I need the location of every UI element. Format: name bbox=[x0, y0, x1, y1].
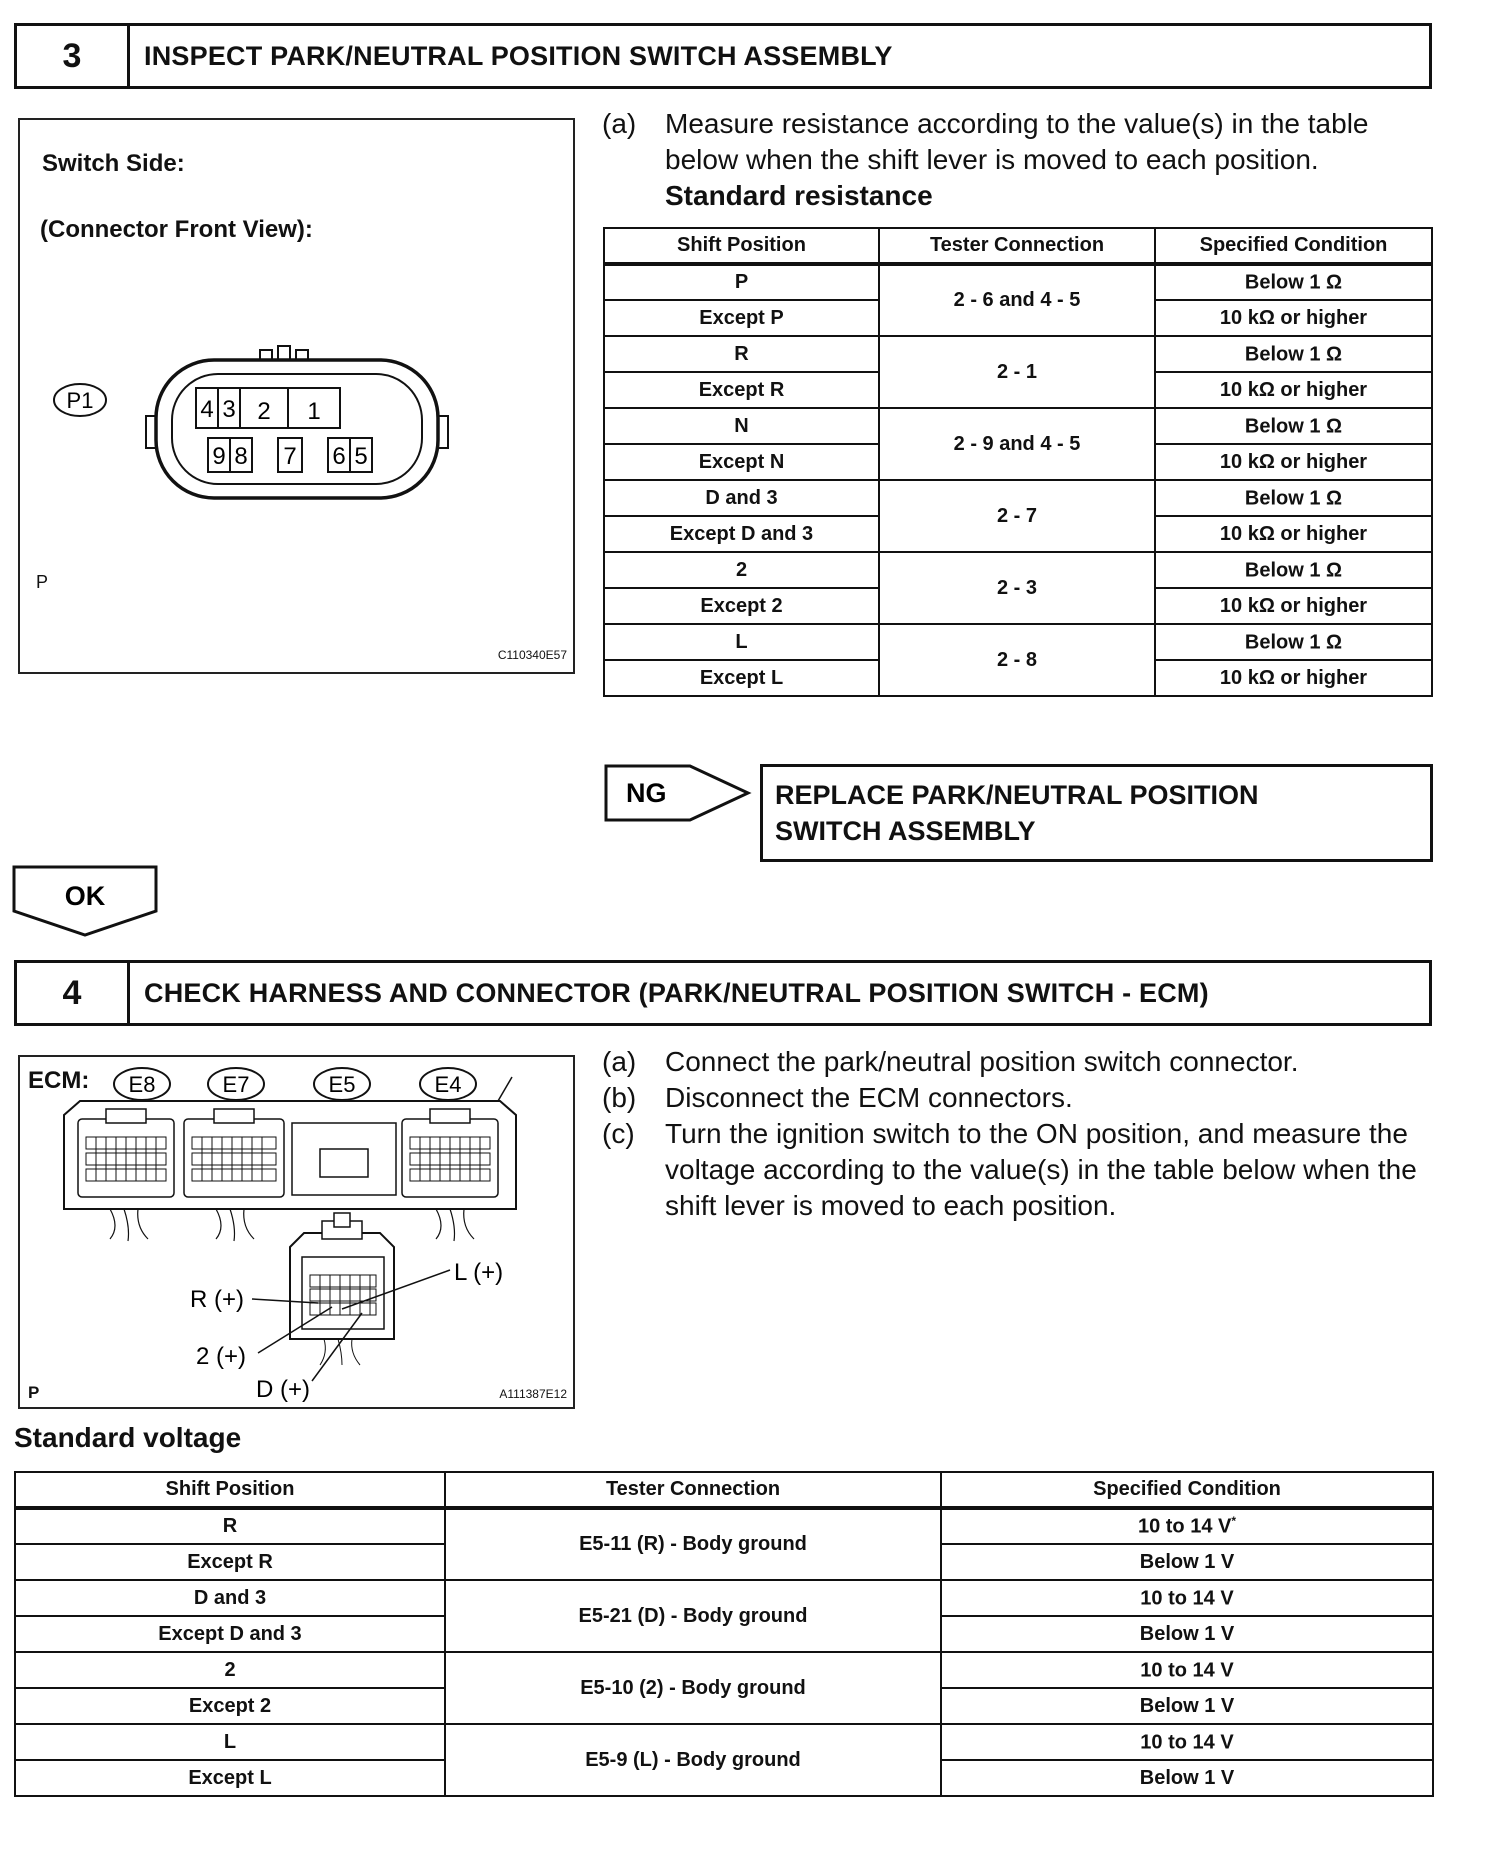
tester-connection-cell: E5-10 (2) - Body ground bbox=[445, 1652, 941, 1724]
voltage-table bbox=[14, 1471, 1434, 1797]
ok-label: OK bbox=[64, 881, 106, 911]
specified-condition-cell bbox=[1155, 264, 1432, 300]
step-3-instructions bbox=[602, 106, 1432, 214]
pin-label: 2 bbox=[257, 398, 271, 425]
table-header: Specified Condition bbox=[1155, 228, 1432, 264]
specified-condition-cell bbox=[1155, 336, 1432, 372]
pin-label: 9 bbox=[212, 443, 226, 470]
ecm-connector-id: E8 bbox=[128, 1072, 156, 1097]
specified-condition-cell bbox=[941, 1724, 1433, 1760]
specified-condition-cell: 10 kΩ or higher bbox=[1155, 300, 1432, 336]
connector-view-label: (Connector Front View): bbox=[40, 216, 313, 243]
table-row bbox=[604, 408, 1432, 444]
table-header: Specified Condition bbox=[941, 1472, 1433, 1508]
pin-callout: 2 (+) bbox=[196, 1343, 247, 1370]
ok-arrow bbox=[12, 865, 160, 937]
table-row bbox=[604, 264, 1432, 300]
table-row bbox=[15, 1724, 1433, 1760]
ng-action-box bbox=[760, 764, 1433, 862]
table-header: Tester Connection bbox=[879, 228, 1155, 264]
pin-label: 7 bbox=[283, 443, 297, 470]
specified-condition-cell: 10 kΩ or higher bbox=[1155, 444, 1432, 480]
instruction-label: (a) bbox=[602, 1046, 637, 1077]
specified-condition-cell: 10 kΩ or higher bbox=[1155, 588, 1432, 624]
pin-callout: D (+) bbox=[256, 1376, 310, 1403]
pin-label: 4 bbox=[200, 396, 214, 423]
shift-position-cell: Except P bbox=[604, 300, 879, 336]
specified-condition-cell bbox=[941, 1508, 1433, 1544]
tester-connection-cell: 2 - 6 and 4 - 5 bbox=[879, 264, 1155, 336]
table-row bbox=[15, 1580, 1433, 1616]
pin-callout: L (+) bbox=[454, 1259, 504, 1286]
ecm-connector-drawing bbox=[20, 1057, 573, 1407]
shift-position-cell: Except R bbox=[15, 1544, 445, 1580]
shift-position-cell: D and 3 bbox=[604, 480, 879, 516]
table-header: Tester Connection bbox=[445, 1472, 941, 1508]
instruction-text: Measure resistance according to the value(s) in the table below when the shift lever is moved to each position. bbox=[665, 108, 1369, 175]
specified-condition-cell: 10 kΩ or higher bbox=[1155, 516, 1432, 552]
specified-condition-cell bbox=[941, 1652, 1433, 1688]
instruction-text: Turn the ignition switch to the ON position, and measure the voltage according to the value(s) in the table below when the shift lever is moved to each position. bbox=[665, 1118, 1417, 1221]
table-header: Shift Position bbox=[604, 228, 879, 264]
condition-value: Below 1 Ω bbox=[1244, 559, 1343, 582]
table-row bbox=[604, 624, 1432, 660]
specified-condition-cell bbox=[1155, 624, 1432, 660]
ecm-connector-id: E4 bbox=[434, 1072, 462, 1097]
shift-position-cell: P bbox=[604, 264, 879, 300]
shift-position-cell: N bbox=[604, 408, 879, 444]
footnote-mark: * bbox=[1231, 1514, 1237, 1529]
specified-condition-cell: Below 1 V bbox=[941, 1760, 1433, 1796]
condition-value: Below 1 Ω bbox=[1244, 631, 1343, 654]
condition-value: 10 to 14 V bbox=[1140, 1587, 1234, 1610]
table-row bbox=[604, 480, 1432, 516]
instruction-text: Disconnect the ECM connectors. bbox=[665, 1082, 1073, 1113]
specified-condition-cell: 10 kΩ or higher bbox=[1155, 372, 1432, 408]
shift-position-cell: Except D and 3 bbox=[15, 1616, 445, 1652]
switch-side-label: Switch Side: bbox=[42, 150, 185, 177]
condition-value: 10 to 14 V bbox=[1137, 1515, 1232, 1538]
shift-position-cell: Except 2 bbox=[604, 588, 879, 624]
switch-connector-figure bbox=[18, 118, 575, 674]
pin-label: 6 bbox=[332, 443, 346, 470]
specified-condition-cell: Below 1 V bbox=[941, 1688, 1433, 1724]
shift-position-cell: Except D and 3 bbox=[604, 516, 879, 552]
table-row bbox=[604, 336, 1432, 372]
connector-id: P1 bbox=[66, 388, 94, 413]
switch-connector-drawing bbox=[20, 120, 573, 672]
specified-condition-cell: 10 kΩ or higher bbox=[1155, 660, 1432, 696]
tester-connection-cell: E5-21 (D) - Body ground bbox=[445, 1580, 941, 1652]
specified-condition-cell bbox=[1155, 480, 1432, 516]
shift-position-cell: Except R bbox=[604, 372, 879, 408]
step-4-header bbox=[14, 960, 1432, 1026]
table-row bbox=[15, 1508, 1433, 1544]
pin-label: 8 bbox=[234, 443, 248, 470]
ecm-connector-figure bbox=[18, 1055, 575, 1409]
specified-condition-cell: Below 1 V bbox=[941, 1544, 1433, 1580]
specified-condition-cell bbox=[1155, 408, 1432, 444]
tester-connection-cell: 2 - 9 and 4 - 5 bbox=[879, 408, 1155, 480]
table-title: Standard resistance bbox=[665, 180, 933, 211]
step-number: 3 bbox=[17, 26, 130, 86]
condition-value: Below 1 Ω bbox=[1244, 343, 1343, 366]
step-title: INSPECT PARK/NEUTRAL POSITION SWITCH ASSEMBLY bbox=[144, 40, 893, 71]
condition-value: Below 1 Ω bbox=[1244, 271, 1343, 294]
ng-label: NG bbox=[626, 778, 667, 808]
tester-connection-cell: 2 - 7 bbox=[879, 480, 1155, 552]
specified-condition-cell: Below 1 V bbox=[941, 1616, 1433, 1652]
ecm-connector-id: E7 bbox=[222, 1072, 250, 1097]
shift-position-cell: R bbox=[15, 1508, 445, 1544]
figure-corner-mark: P bbox=[36, 572, 49, 592]
tester-connection-cell: 2 - 3 bbox=[879, 552, 1155, 624]
step-title: CHECK HARNESS AND CONNECTOR (PARK/NEUTRAL POSITION SWITCH - ECM) bbox=[144, 977, 1209, 1008]
pin-callout: R (+) bbox=[190, 1286, 244, 1313]
shift-position-cell: Except L bbox=[15, 1760, 445, 1796]
figure-corner-mark: P bbox=[28, 1383, 40, 1402]
specified-condition-cell bbox=[941, 1580, 1433, 1616]
pin-label: 5 bbox=[354, 443, 368, 470]
shift-position-cell: R bbox=[604, 336, 879, 372]
step-3-header bbox=[14, 23, 1432, 89]
ecm-label: ECM: bbox=[28, 1067, 90, 1094]
ecm-connector-id: E5 bbox=[328, 1072, 356, 1097]
condition-value: 10 to 14 V bbox=[1140, 1659, 1234, 1682]
condition-value: Below 1 Ω bbox=[1244, 415, 1343, 438]
tester-connection-cell: 2 - 1 bbox=[879, 336, 1155, 408]
shift-position-cell: 2 bbox=[604, 552, 879, 588]
ng-action-line: REPLACE PARK/NEUTRAL POSITION bbox=[775, 780, 1259, 810]
ng-arrow bbox=[604, 764, 754, 822]
instruction-label: (a) bbox=[602, 108, 637, 139]
condition-value: 10 to 14 V bbox=[1140, 1731, 1234, 1754]
instruction-label: (c) bbox=[602, 1118, 635, 1149]
table-title: Standard voltage bbox=[14, 1422, 242, 1453]
pin-label: 1 bbox=[307, 398, 321, 425]
tester-connection-cell: 2 - 8 bbox=[879, 624, 1155, 696]
tester-connection-cell: E5-11 (R) - Body ground bbox=[445, 1508, 941, 1580]
shift-position-cell: Except N bbox=[604, 444, 879, 480]
figure-code: C110340E57 bbox=[497, 648, 567, 662]
shift-position-cell: D and 3 bbox=[15, 1580, 445, 1616]
shift-position-cell: L bbox=[15, 1724, 445, 1760]
pin-label: 3 bbox=[222, 396, 236, 423]
shift-position-cell: L bbox=[604, 624, 879, 660]
specified-condition-cell bbox=[1155, 552, 1432, 588]
shift-position-cell: Except 2 bbox=[15, 1688, 445, 1724]
shift-position-cell: 2 bbox=[15, 1652, 445, 1688]
table-header: Shift Position bbox=[15, 1472, 445, 1508]
step-number: 4 bbox=[17, 963, 130, 1023]
step-4-instructions bbox=[602, 1044, 1432, 1224]
shift-position-cell: Except L bbox=[604, 660, 879, 696]
table-row bbox=[604, 552, 1432, 588]
table-row bbox=[15, 1652, 1433, 1688]
tester-connection-cell: E5-9 (L) - Body ground bbox=[445, 1724, 941, 1796]
instruction-label: (b) bbox=[602, 1082, 637, 1113]
figure-code: A111387E12 bbox=[499, 1387, 567, 1401]
instruction-text: Connect the park/neutral position switch connector. bbox=[665, 1046, 1299, 1077]
resistance-table bbox=[603, 227, 1433, 697]
ng-action-line: SWITCH ASSEMBLY bbox=[775, 816, 1036, 846]
condition-value: Below 1 Ω bbox=[1244, 487, 1343, 510]
